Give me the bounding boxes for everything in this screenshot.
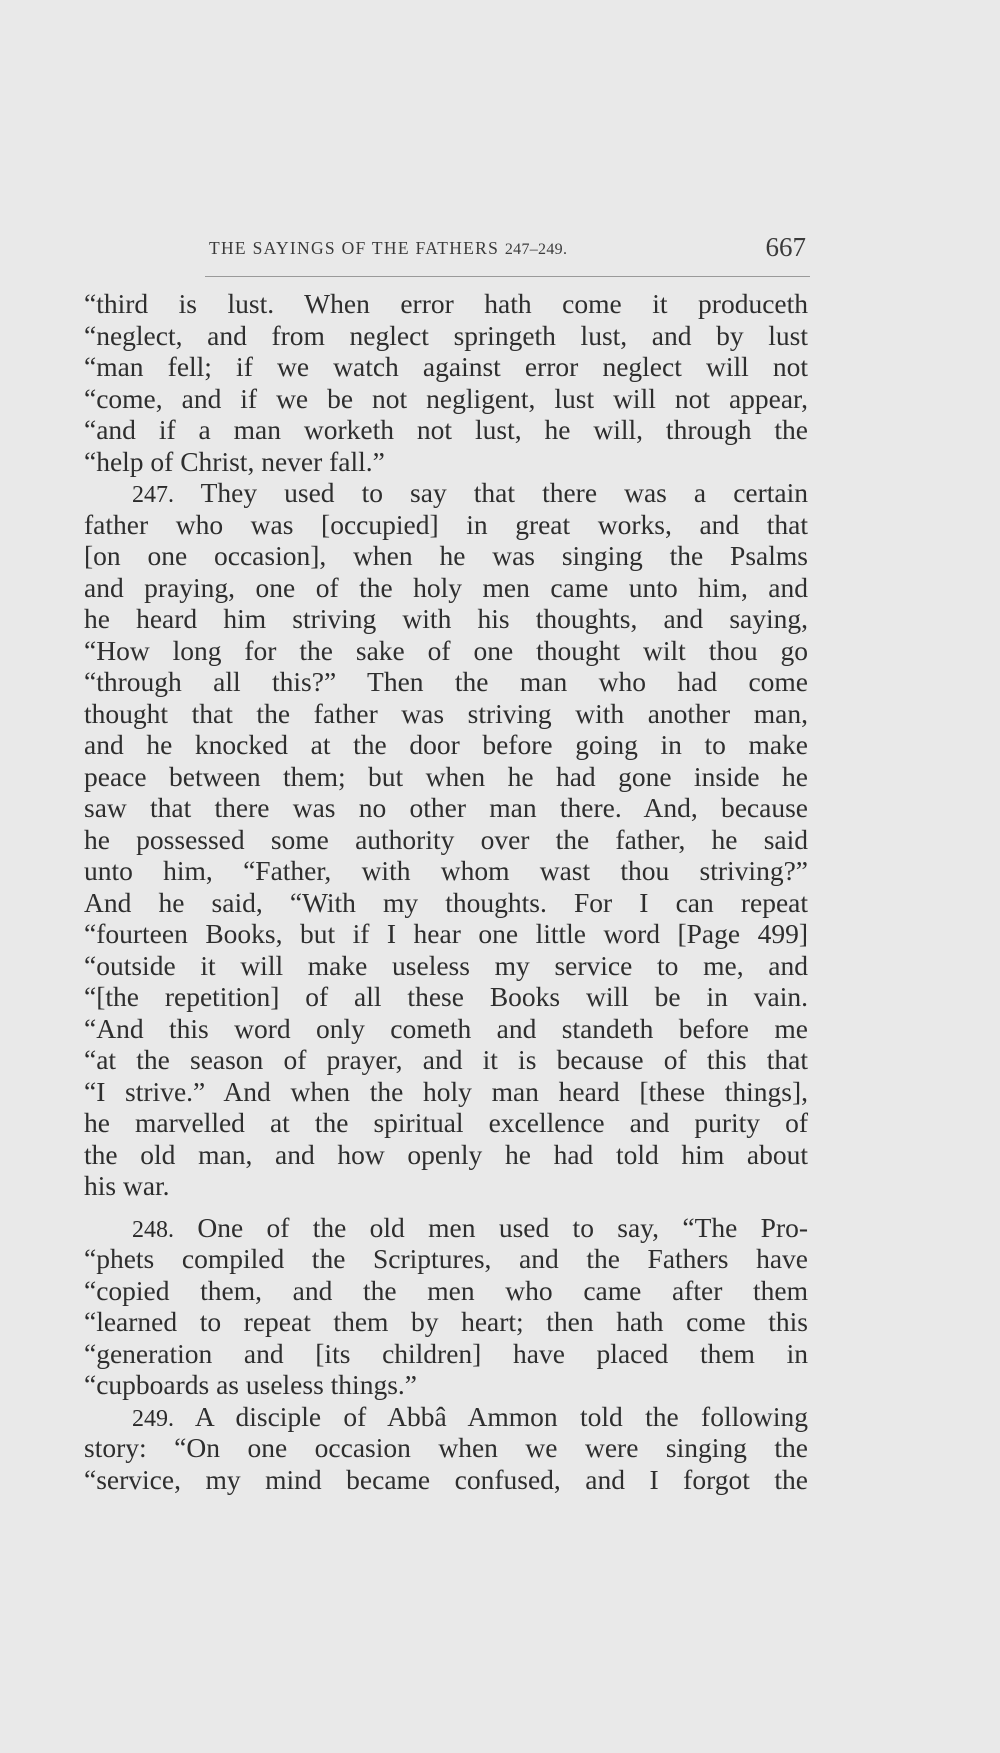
text-line: “[the repetition] of all these Books will be in vain. — [84, 981, 808, 1012]
text-line: A disciple of Abbâ Ammon told the following — [194, 1400, 808, 1432]
paragraph-248-first-line — [84, 1212, 808, 1244]
paragraph-number: 249. — [132, 1405, 174, 1432]
text-line: [on one occasion], when he was singing the Psalms — [84, 540, 808, 571]
body-text — [84, 288, 808, 1495]
text-line: “learned to repeat them by heart; then hath come this — [84, 1306, 808, 1337]
text-line: the old man, and how openly he had told him about — [84, 1138, 808, 1170]
text-line: “I strive.” And when the holy man heard [these things], — [84, 1075, 808, 1107]
paragraph-247-first-line — [84, 477, 808, 509]
text-line: thought that the father was striving with another man, — [84, 697, 808, 729]
text-line: his war. — [84, 1170, 170, 1201]
text-line: “third is lust. When error hath come it produceth — [84, 288, 808, 319]
running-title — [209, 238, 567, 259]
text-line: “phets compiled the Scriptures, and the Fathers have — [84, 1243, 808, 1274]
text-line: “man fell; if we watch against error neglect will not — [84, 351, 808, 382]
page-number: 667 — [765, 232, 806, 262]
running-title-text: THE SAYINGS OF THE FATHERS — [209, 238, 505, 258]
text-line: “outside it will make useless my service to me, and — [84, 949, 808, 981]
text-line: “neglect, and from neglect springeth lust, and by lust — [84, 319, 808, 351]
text-line: he possessed some authority over the father, he said — [84, 823, 808, 855]
text-line: peace between them; but when he had gone inside he — [84, 760, 808, 792]
text-line: “fourteen Books, but if I hear one little word [Page 499] — [84, 918, 808, 949]
text-line: “service, my mind became confused, and I forgot the — [84, 1463, 808, 1495]
text-line: “and if a man worketh not lust, he will, through the — [84, 414, 808, 445]
text-line: unto him, “Father, with whom wast thou striving?” — [84, 855, 808, 886]
paragraph-number: 248. — [132, 1216, 174, 1243]
text-line: And he said, “With my thoughts. For I can repeat — [84, 886, 808, 918]
text-line: “How long for the sake of one thought wilt thou go — [84, 634, 808, 666]
text-line: he marvelled at the spiritual excellence and purity of — [84, 1107, 808, 1138]
text-line: he heard him striving with his thoughts, and saying, — [84, 603, 808, 634]
text-line: “at the season of prayer, and it is because of this that — [84, 1044, 808, 1075]
text-line: “help of Christ, never fall.” — [84, 445, 385, 477]
text-line: saw that there was no other man there. And, because — [84, 792, 808, 823]
text-line: and praying, one of the holy men came unto him, and — [84, 571, 808, 603]
text-line: “generation and [its children] have placed them in — [84, 1337, 808, 1369]
text-line: “come, and if we be not negligent, lust will not appear, — [84, 382, 808, 414]
section-range: 247–249. — [504, 241, 568, 258]
paragraph-249-first-line — [84, 1401, 808, 1433]
text-line: story: “On one occasion when we were singing the — [84, 1432, 808, 1463]
page-header — [205, 232, 810, 277]
text-line: “copied them, and the men who came after them — [84, 1274, 808, 1306]
text-line: father who was [occupied] in great works, and that — [84, 508, 808, 540]
paragraph-number: 247. — [132, 482, 174, 508]
text-line: and he knocked at the door before going in to make — [84, 729, 808, 760]
text-line: “And this word only cometh and standeth before me — [84, 1012, 808, 1044]
text-line: They used to say that there was a certain — [200, 477, 808, 508]
text-line: “through all this?” Then the man who had come — [84, 666, 808, 697]
text-line: “cupboards as useless things.” — [84, 1369, 417, 1400]
text-line: One of the old men used to say, “The Pro- — [197, 1211, 809, 1243]
